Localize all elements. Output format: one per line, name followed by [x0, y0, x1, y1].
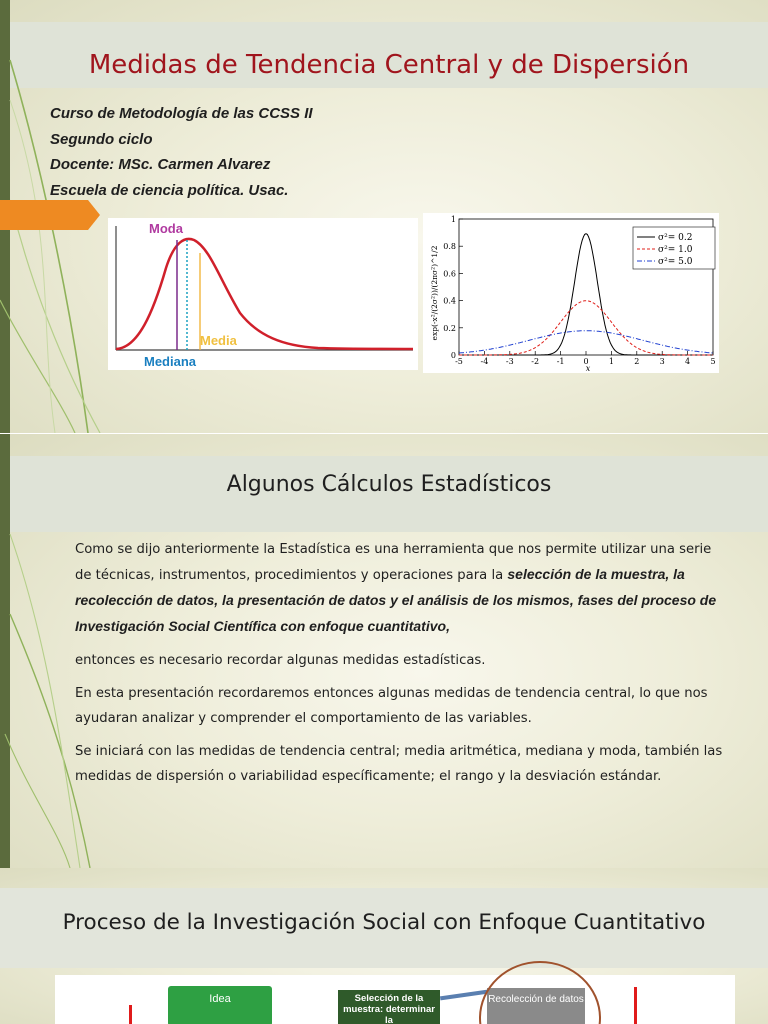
seleccion-box	[338, 990, 440, 1024]
course-info	[50, 101, 313, 203]
fig2-xtick-label: 5	[710, 357, 716, 366]
fig2-xtick-label: -5	[455, 357, 463, 366]
fig2-legend-2: σ²= 5.0	[658, 257, 693, 267]
section-title: Proceso de la Investigación Social con Enfoque Cuantitativo	[62, 910, 706, 935]
fig2-curve-2	[459, 331, 713, 353]
idea-box-label: Idea	[209, 993, 231, 1005]
slide-left-stripe	[0, 434, 10, 868]
section-title: Algunos Cálculos Estadísticos	[226, 472, 552, 497]
fig2-xtick-label: 0	[583, 357, 589, 366]
fig2-ytick-label: 0.2	[443, 323, 456, 333]
fig2-xtick-label: -2	[531, 357, 540, 366]
red-marker-left	[129, 1005, 132, 1024]
paragraph-1	[75, 537, 730, 640]
fig2-ytick-label: 0.4	[443, 296, 456, 306]
fig2-ytick-label: 0	[450, 351, 456, 360]
fig2-ytick-label: 0.8	[443, 242, 456, 252]
highlight-circle	[479, 961, 601, 1024]
fig2-ylabel: exp(-x²/(2σ²))/(2πσ²)^1/2	[430, 245, 439, 341]
normal-distribution-figure	[423, 213, 719, 373]
connector-line	[440, 990, 488, 1001]
paragraph-3: En esta presentación recordaremos entonces algunas medidas de tendencia central, lo que nos ayudaran analizar y comprender el comportamiento de las variables.	[75, 686, 708, 726]
idea-box	[168, 986, 272, 1024]
fig2-legend-0: σ²= 0.2	[658, 233, 693, 243]
slide-3	[0, 868, 768, 1024]
fig1-mediana-label: Mediana	[144, 354, 197, 369]
fig2-xtick-label: 4	[685, 357, 691, 366]
fig2-xtick-label: 2	[634, 357, 640, 366]
paragraph-2: entonces es necesario recordar algunas medidas estadísticas.	[75, 653, 486, 668]
fig2-ytick-label: 0.6	[443, 269, 456, 279]
school-line: Escuela de ciencia política. Usac.	[50, 181, 289, 199]
fig2-legend-1: σ²= 1.0	[658, 245, 693, 255]
fig2-xtick-label: 3	[659, 357, 665, 366]
fig2-xtick-label: -1	[556, 357, 565, 366]
seleccion-box-label: Selección de la muestra: determinar la	[343, 993, 435, 1024]
fig2-xtick-label: -4	[480, 357, 489, 366]
paragraph-1-emphasis: selección de la muestra, la recolección de datos, la presentación de datos y el análisis de los mismos, fases del proceso de Investigación Social Científica con enfoque cuantitativo,	[75, 566, 717, 634]
fig2-xtick-label: 1	[608, 357, 614, 366]
fig1-moda-label: Moda	[149, 221, 183, 236]
page-title: Medidas de Tendencia Central y de Dispersión	[88, 50, 690, 80]
orange-arrow-icon	[0, 200, 100, 230]
fig1-curve	[116, 239, 413, 349]
paragraph-4: Se iniciará con las medidas de tendencia central; media aritmética, mediana y moda, también las medidas de dispersión o variabilidad específicamente; el rango y la desviación estándar.	[75, 744, 723, 784]
slide-2	[0, 434, 768, 868]
process-flow-diagram	[55, 975, 735, 1024]
red-marker-right	[634, 987, 637, 1024]
fig2-xlabel: x	[585, 364, 591, 373]
fig2-xtick-label: -3	[505, 357, 514, 366]
fig2-ytick-label: 1	[450, 215, 456, 224]
fig1-media-label: Media	[200, 333, 237, 348]
fig2-curve-1	[459, 301, 713, 355]
recoleccion-box-label: Recolección de datos	[488, 994, 584, 1005]
section-body	[75, 537, 730, 797]
paragraph-1-text: Como se dijo anteriormente la Estadística es una herramienta que nos permite utilizar una serie de técnicas, instrumentos, procedimientos y operaciones para la	[75, 542, 712, 583]
skewed-distribution-figure	[108, 218, 418, 370]
slide-1	[0, 0, 768, 433]
course-line: Curso de Metodología de las CCSS II	[50, 105, 313, 122]
cycle-line: Segundo ciclo	[50, 130, 153, 148]
teacher-line: Docente: MSc. Carmen Alvarez	[50, 156, 271, 173]
